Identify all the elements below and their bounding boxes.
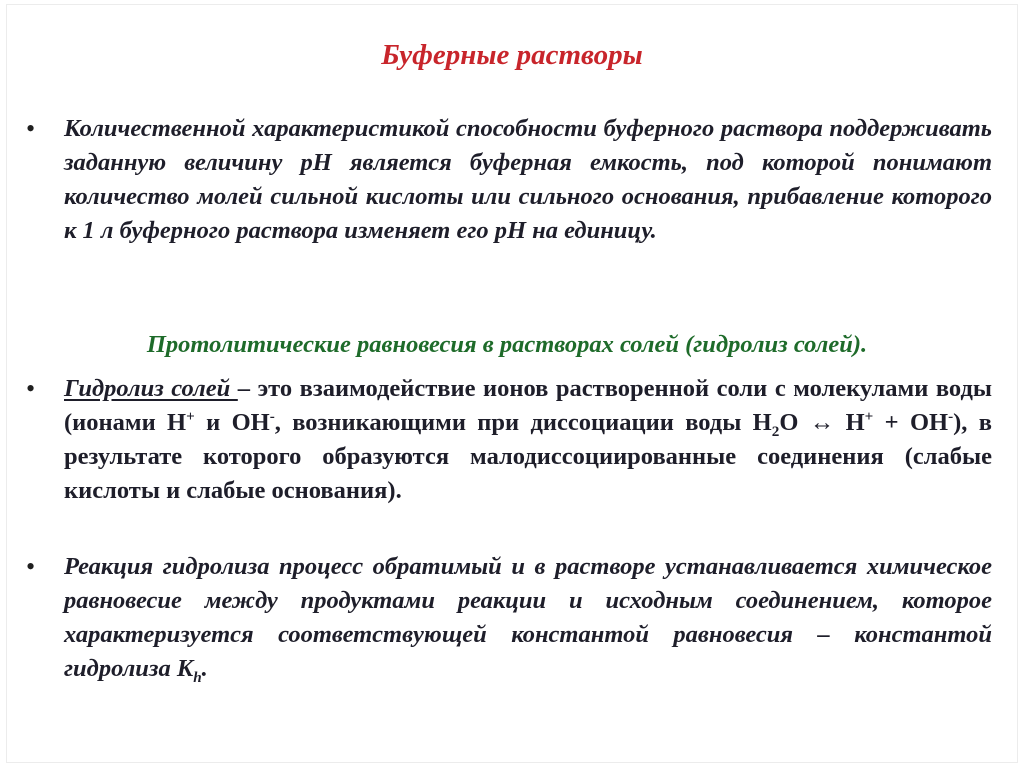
paragraph-buffer-capacity: Количественной характеристикой способности буферного раствора поддерживать заданную величину pH является буферная емкость, под которой понимают количество молей сильной кислоты или сильного основания, прибавление которого к 1 л буферного раствора изменяет его pH на единицу. (64, 115, 992, 244)
slide-title: Буферные растворы (381, 39, 643, 71)
paragraph-hydrolysis-definition (64, 372, 992, 508)
bullet-marker: • (26, 374, 36, 403)
term-hydrolysis: Гидролиз солей (64, 375, 238, 402)
superscript-plus: + (186, 407, 195, 425)
text-segment: и OH (194, 409, 270, 436)
bullet-marker: • (26, 552, 36, 581)
bullet-marker: • (26, 114, 36, 143)
text-segment: Реакция гидролиза процесс обратимый и в растворе устанавливается химическое равновесие между продуктами реакции и исходным соединением, которое характеризуется соответствующей константой равновесия – константой гидролиза K (64, 553, 992, 682)
text-segment: , возникающими при диссоциации воды H (274, 409, 772, 436)
text-segment: + OH (873, 409, 949, 436)
section-subheading: Протолитические равновесия в растворах солей (гидролиз солей). (146, 331, 868, 358)
text-segment: ), в результате которого образуются малодиссоциированные соединения (слабые кислоты и слабые основания). (64, 409, 993, 504)
subscript-two: 2 (771, 422, 780, 440)
text-segment: O ↔ H (779, 409, 865, 436)
paragraph-hydrolysis-reaction (64, 550, 992, 686)
text-segment: . (201, 655, 208, 682)
superscript-minus: - (948, 407, 954, 425)
superscript-minus: - (269, 407, 275, 425)
subscript-h: h (193, 668, 202, 686)
superscript-plus: + (864, 407, 874, 425)
text-segment: – это взаимодействие ионов растворенной соли с молекулами воды (ионами H (64, 375, 992, 436)
